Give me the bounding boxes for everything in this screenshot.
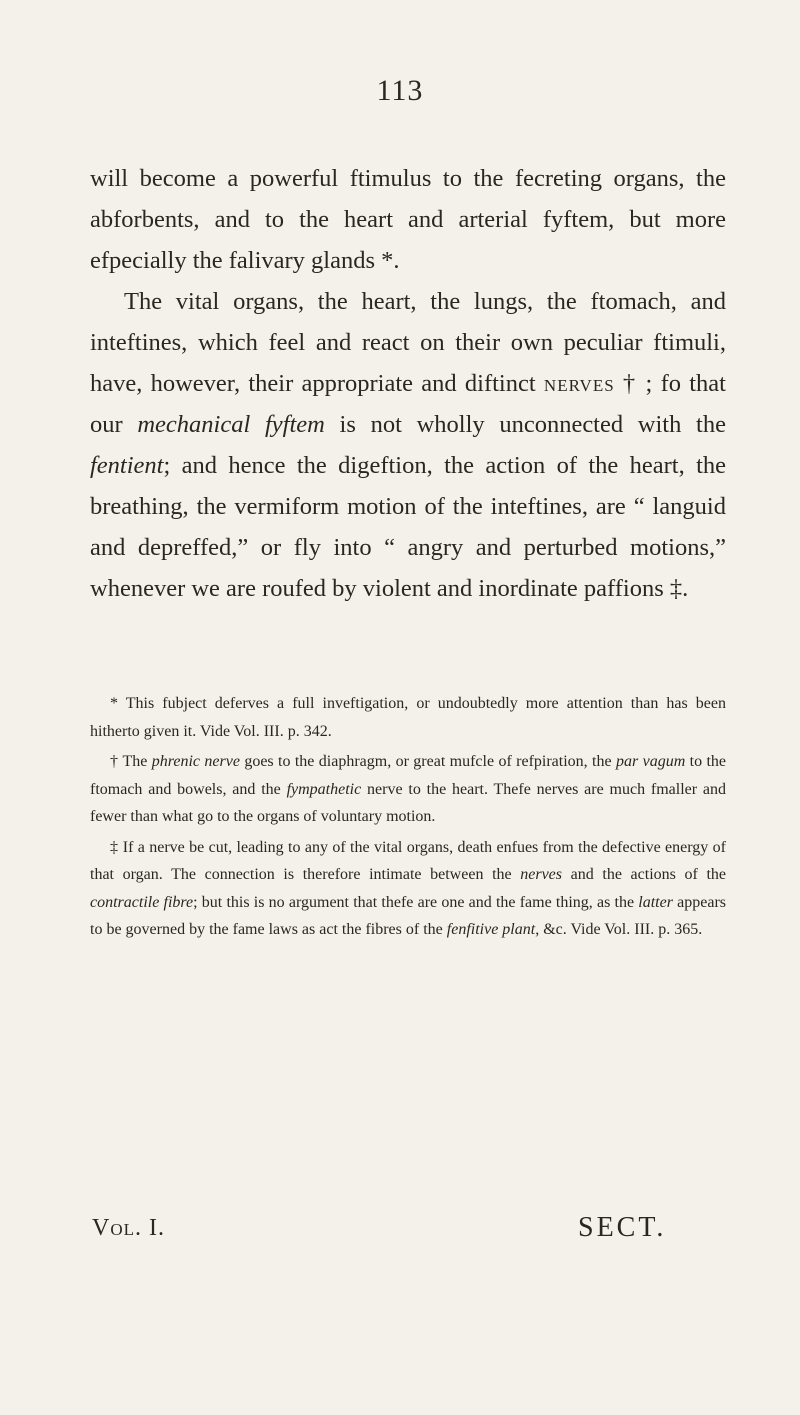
paragraph-2-text-a: The vital organs, the heart, the lungs, the ftomach, and inteftines, which feel and react on their own peculiar ftimuli, have, however, their appropriate and diftinct bbox=[90, 288, 726, 397]
nerves-italic: nerves bbox=[520, 866, 563, 883]
footnote-2-text-a: † The bbox=[110, 753, 152, 770]
footnote-3-text-a: ‡ If a nerve be cut, leading to any of the vital organs, death enfues from the defective energy of that organ. The connection is therefore intimate between the bbox=[90, 838, 726, 883]
footnote-3-text-d: appears to be governed by the fame laws as act the fibres of the bbox=[90, 893, 727, 938]
footnote-1: * This fubject deferves a full inveftigation, or undoubtedly more attention than has been hitherto given it. Vide Vol. III. p. 342. bbox=[90, 695, 726, 740]
sentient-italic: fentient bbox=[90, 452, 164, 479]
mechanical-system-italic: mechanical fyftem bbox=[137, 411, 325, 438]
paragraph-2 bbox=[90, 281, 726, 609]
sensitive-plant-italic: fenfitive plant bbox=[446, 921, 536, 938]
sympathetic-italic: fympathetic bbox=[286, 780, 362, 798]
paragraph-2-text-d: ; and hence the digeftion, the action of the heart, the breathing, the vermiform motion of the inteftines, are “ languid and depreffed,” or fly into “ angry and perturbed motions,” whenever we are roufed by violent and inordinate paffions ‡. bbox=[90, 452, 726, 602]
footnote-2-text-d: nerve to the heart. Thefe nerves are much fmaller and fewer than what go to the organs of voluntary motion. bbox=[90, 780, 727, 825]
footnote-2-text-b: goes to the diaphragm, or great mufcle of refpiration, the bbox=[239, 753, 616, 770]
latter-italic: latter bbox=[638, 893, 673, 911]
footnote-2-text-c: to the ftomach and bowels, and the bbox=[90, 753, 727, 798]
paragraph-2-text-b: † ; fo that our bbox=[90, 370, 726, 438]
paragraph-2-text-c: is not wholly unconnected with the bbox=[324, 411, 726, 438]
contractile-fibre-italic: contractile fibre bbox=[90, 893, 194, 911]
footnote-3-text-b: and the actions of the bbox=[562, 866, 726, 883]
footnote-3-text-c: ; but this is no argument that thefe are one and the fame thing, as the bbox=[193, 893, 639, 911]
body-text bbox=[90, 158, 726, 609]
par-vagum-italic: par vagum bbox=[615, 753, 686, 770]
nerves-smallcaps: nerves bbox=[543, 370, 615, 397]
paragraph-1: will become a powerful ftimulus to the fecreting organs, the abforbents, and to the heart and arterial fyftem, but more efpecially the falivary glands *. bbox=[90, 165, 726, 274]
page-number: 113 bbox=[376, 74, 424, 107]
footnote-3-text-e: , &c. Vide Vol. III. p. 365. bbox=[535, 921, 703, 938]
catchword: SECT. bbox=[578, 1212, 667, 1243]
footnote-3 bbox=[90, 834, 726, 944]
footnotes bbox=[90, 690, 726, 947]
phrenic-nerve-italic: phrenic nerve bbox=[151, 753, 240, 770]
volume-signature: Vol. I. bbox=[92, 1215, 165, 1241]
footnote-2 bbox=[90, 748, 726, 831]
